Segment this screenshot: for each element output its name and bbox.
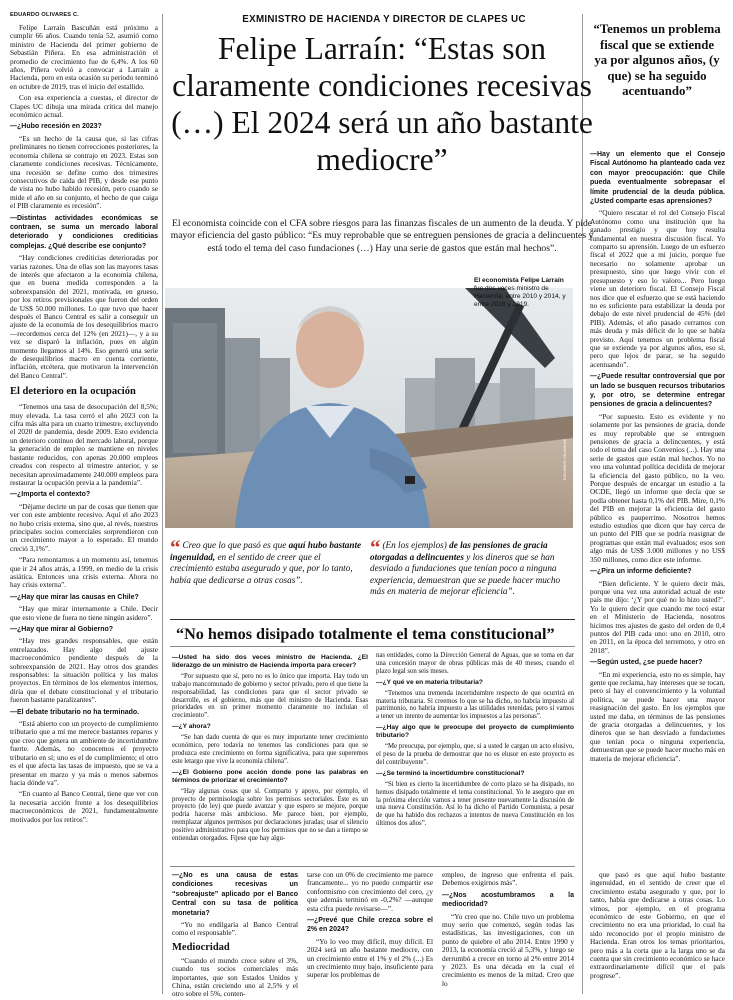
question-text: —¿Hay que mirar las causas en Chile? bbox=[10, 593, 139, 601]
answer-paragraph: “Tenemos una tremenda incertidumbre respecto de que ocurrirá en materia tributaria. Si creemos lo que se ha dicho, no habría impuesto al patrimonio, no habría impuesto a las utilidades retenidas, pero sí vamos a tener un intento de aumentar los impuestos a las personas”. bbox=[376, 689, 574, 721]
kicker: EXMINISTRO DE HACIENDA Y DIRECTOR DE CLAPES UC bbox=[242, 14, 526, 25]
photo-illustration bbox=[165, 288, 573, 528]
question-text: —¿El Gobierno pone acción donde pone las palabras en términos de priorizar el crecimiento? bbox=[172, 768, 368, 784]
question bbox=[10, 625, 158, 634]
question bbox=[10, 708, 158, 717]
pull-quote-1-bold: aquí hubo bastante ingenuidad, bbox=[170, 540, 362, 562]
question-text: —¿Y ahora? bbox=[172, 723, 211, 731]
section-rule-bottom bbox=[170, 646, 575, 647]
column-rule-left bbox=[162, 14, 163, 994]
question-text: —¿No es una causa de estas condiciones recesivas un “sobreajuste” aplicado por el Banco Central con su tasa de política monetaria? bbox=[172, 872, 298, 917]
question-text: —Usted ha sido dos veces ministro de Hacienda. ¿El liderazgo de un ministro de Hacienda importa para crecer? bbox=[172, 654, 368, 669]
ocupacion-block bbox=[10, 403, 158, 487]
question-text: —¿Y qué ve en materia tributaria? bbox=[376, 678, 483, 686]
paragraph: que pasó es que aquí hubo bastante ingenuidad, en el sentido de creer que el crecimiento estaba asegurado y que, por lo tanto, había que dedicarse a otras cosas. Lo vimos, por ejemplo, en el programa económico de este Gobierno, en que el crecimiento no era una prioridad, lo cual ha sido reconocido por el propio ministro de Hacienda. Eran otros los temas prioritarios, pero más a la corta que a la larga uno se da cuenta que sin crecimiento económico se hace extraordinariamente difícil que el país progrese”. bbox=[590, 871, 725, 980]
question-text: —¿Puede resultar controversial que por un lado se busquen recursos tributarios y, por otro, se determine entregar pensiones de gracia a delincuentes? bbox=[590, 373, 725, 409]
qa-block-1 bbox=[10, 122, 158, 380]
pull-quote-1-post: en el sentido de creer que el crecimiento estaba asegurado y que, por lo tanto, había que dedicarse a otras cosas”. bbox=[170, 552, 353, 585]
bottom-column-2 bbox=[307, 871, 433, 999]
answer-paragraph: “Es un hecho de la causa que, si las cifras preliminares no tienen correcciones posteriores, la economía chilena se contrajo en 2023. Estas son claramente condiciones recesivas. Técnicamente, una recesión se define como dos trimestres consecutivos de caída del PIB, y desde ese punto de vista no hubo habido recesión, pero cuando se mide el año en su conjunto, el hecho de que caiga el PIB claramente es recesión”. bbox=[10, 133, 158, 211]
question bbox=[376, 724, 574, 740]
quote-mark-icon: “ bbox=[370, 535, 381, 559]
bottom-section-rule bbox=[170, 866, 575, 867]
question-text: —Hay un elemento que el Consejo Fiscal Autónomo ha planteado cada vez con mayor preocupación: que Chile pueda eventualmente sobrepasar el límite prudencial de la deuda pública. ¿Usted comparte esas aprensiones? bbox=[590, 151, 725, 206]
answer-paragraph: “Yo no endilgaría al Banco Central como el responsable”. bbox=[172, 920, 298, 938]
question bbox=[376, 770, 574, 778]
answer-paragraph: “Está abierto con un proyecto de cumplimiento tributario que a mí me merece bastantes reparos y que creo que genera un ambiente de incertidumbre fuerte. Además, no conocemos el proyecto tributario en sí; uno es el de cumplimiento; el otro es el que afecta las tasas de impuesto, que se va a presentar en marzo y ya más o menos sabemos hacia dónde va”. bbox=[10, 719, 158, 787]
quote-mark-icon: “ bbox=[170, 535, 181, 559]
answer-paragraph: “Hay condiciones crediticias deterioradas por varias razones. Una de ellas son las mayores tasas de interés que afectaron a la economía chilena, que en buena medida corresponden a la sobreexpansión del 2021, motivada, en grueso, por los retiros previsionales que fueron del orden de US$ 50.000 millones. Lo que tuvo que hacer después el Banco Central es salir a conseguir un ajuste de la economía de los desequilibrios macro —recordemos cerca del 12% (en 2021)—, y a su vez se disparó la inflación, pues en algún momento llegamos al 14%. Eso generó una serie de desequilibrios macro en cuenta corriente, inflación, etcétera, que motivaron la intervención del Banco Central”. bbox=[10, 253, 158, 380]
answer-paragraph: “Hay que mirar internamente a Chile. Decir que esto viene de fuera no tiene ningún asidero”. bbox=[10, 604, 158, 622]
pull-quote-1-pre: Creo que lo que pasó es que bbox=[182, 540, 289, 550]
answer-paragraph: “Por supuesto que sí, pero no es lo único que importa. Hay todo un trabajo mancomunado de gobierno y sector privado, pero el que tiene la responsabilidad, las condiciones para que el sector privado se desarrolle, es el gobierno, más que del ministro de Hacienda. Esas prioridades en un primer momento claramente no incluían el crecimiento”. bbox=[172, 672, 368, 720]
bottom-column-1 bbox=[172, 871, 298, 999]
question bbox=[10, 122, 158, 131]
answer-paragraph: “Quiero rescatar el rol del Consejo Fiscal Autónomo como una institución que ha ganado prestigio y que hoy resulta fundamental en nuestra discusión fiscal. Yo comparto su aprensión. Luego de un esfuerzo fiscal el 2022 que a mi juicio, porque fue necesario no solamente aprobar un presupuesto, sino que luego vivir con el presupuesto y eso lo valoro... Pero luego viene un deterioro fiscal. El Consejo Fiscal nos dice que el esfuerzo que se está haciendo no es suficiente para estabilizar la deuda por debajo de este nivel prudencial de 45% (del PIB). Además, el año pasado cerramos con más deuda y más déficit de lo que se había previsto. Aquí tenemos un problema fiscal que se extiende ya por algunos años, eso sí, pero que lejos de parar, se ha seguido acentuando”. bbox=[590, 208, 725, 369]
bottom-column-3 bbox=[442, 871, 574, 999]
pull-quote-2-pre: (En los ejemplos) bbox=[382, 540, 450, 550]
photo-felipe-larrain bbox=[165, 288, 573, 528]
answer-paragraph: nas entidades, como la Dirección General de Aguas, que se toma en dar una concesión mayor de obras públicas más de 40 meses, cuando el plazo legal son seis meses. bbox=[376, 652, 574, 675]
question-text: —El debate tributario no ha terminado. bbox=[10, 708, 140, 716]
answer-paragraph: “Si bien es cierto la incertidumbre de corto plazo se ha disipado, no hemos disipado totalmente el tema constitucional. Yo le aseguro que en la próxima elección vamos a tener presente nuevamente la discusión de una nueva Constitución. Así lo ha dicho el Partido Comunista, a pesar de que ha habido dos rechazos a intentos de nueva Constitución en los últimos dos años”. bbox=[376, 780, 574, 828]
middle-column-b bbox=[376, 652, 574, 862]
question-text: —¿Hay que mirar al Gobierno? bbox=[10, 626, 114, 633]
answer-paragraph: “Déjame decirte un par de cosas que tienen que ver con este ambiente recesivo. Aquí el año 2023 no hubo crisis externa, sino que, al revés, nuestros principales socios comerciales sorprendieron con un crecimiento mayor a lo esperado. El mundo creció 3,1%”. bbox=[10, 501, 158, 553]
answer-paragraph: “En mi experiencia, esto no es simple, hay gente que reclama, hay intereses que se tocan, pero si hay el convencimiento y la voluntad política, se puede hacer una mayor reasignación del gasto. En los ejemplos que usted me daba, en términos de las pensiones de gracia otorgadas a delincuentes, y los dineros que se han desviado a fundaciones que tenían poca o ninguna experiencia, demuestran que se puede hacer mucho más en materia de mejorar eficiencia”. bbox=[590, 669, 725, 763]
paragraph: “Tenemos una tasa de desocupación del 8,5%; muy elevada. La tasa cerró el año 2023 con la cifra más alta para un cuarto trimestre, excluyendo el 2020 de pandemia, desde 2009. Esto evidencia un deterioro continuo del mercado laboral, porque la generación de empleo se mantiene en niveles bastante reducidos, con apenas 20.000 empleos creados con respecto al trimestre anterior, y se necesitan aproximadamente 240.000 empleos para restaurar la ocupación previa a la pandemia”. bbox=[10, 402, 158, 487]
column-left bbox=[10, 12, 158, 997]
question-text: —¿Hay algo que le preocupe del proyecto de cumplimiento tributario? bbox=[376, 724, 574, 740]
answer-paragraph: “En cuanto al Banco Central, tiene que ver con la necesaria acción frente a los desequilibrios macroeconómicos de 2021, fundamentalmente motivados por los retiros”. bbox=[10, 789, 158, 824]
question-text: —¿Prevé que Chile crezca sobre el 2% en 2024? bbox=[307, 917, 433, 934]
column-right bbox=[590, 150, 725, 850]
photo-credit: EDUARDO SILVA/AGE bbox=[562, 438, 567, 480]
question bbox=[376, 679, 574, 687]
headline: Felipe Larraín: “Estas son claramente condiciones recesivas (…) El 2024 será un año bastante mediocre” bbox=[171, 31, 593, 177]
answer-paragraph: “Para remontarnos a un momento así, tenemos que ir 24 años atrás, a 1999, en medio de la crisis asiática. Entonces una crisis externa. Ahora no hay crisis externa”. bbox=[10, 555, 158, 590]
answer-paragraph: “Me preocupa, por ejemplo, que, si a usted le cargan un acto elusivo, el peso de la prueba de demostrar que no es elusor en este proyecto es del contribuyente”. bbox=[376, 743, 574, 766]
section-heading-mediocridad: Mediocridad bbox=[172, 941, 230, 953]
question bbox=[590, 150, 725, 206]
question bbox=[590, 658, 725, 667]
question-text: —¿Se terminó la incertidumbre constitucional? bbox=[376, 769, 525, 777]
question-text: —¿Pira un informe deficiente? bbox=[590, 568, 692, 576]
answer-paragraph: “Yo creo que no. Chile tuvo un problema muy serio que comenzó, según todas las estadísticas, las investigaciones, con un punto de quiebre el año 2014. Entre 1990 y 2013, la economía creció al 5,3%, y luego se derrumbó a crecer en torno al 2% entre 2014 y 2023. Es una década en la cual el crecimiento es menos de la mitad. Creo que lo bbox=[442, 911, 574, 988]
question-text: —¿Importa el contexto? bbox=[10, 491, 91, 499]
intro bbox=[10, 24, 158, 119]
answer-paragraph: “Bien deficiente. Y le quiero decir más, porque una vez una autoridad actual de este país me dijo: ‘¿Y por qué no lo hizo usted?’. Yo le quiero decir que cuando me tocó estar en el Ministerio de Hacienda, nosotros hicimos tres ajustes de gasto del orden de 0,4 puntos del PIB cada uno: uno en 2010, otro en 2011, en la época del terremoto, y otro en 2018”. bbox=[590, 578, 725, 655]
answer-paragraph: “Se han dado cuenta de que es muy importante tener crecimiento económico, pero todavía no tenemos las condiciones para que se produzca este crecimiento en forma significativa, para que superemos este letargo que vive la economía chilena”. bbox=[172, 734, 368, 765]
paragraph: Felipe Larraín Bascuñán está próximo a cumplir 66 años. Cuando tenía 52, asumió como ministro de Hacienda del primer gobierno de Sebastián Piñera. En esa administración el promedio de crecimiento fue de 6,4%. A los 60 años, Piñera volvió a convocar a Larraín a Hacienda, pero en esta ocasión su periodo terminó en octubre de 2019, tras el inicio del estallido. bbox=[10, 23, 158, 91]
paragraph: Con esa experiencia a cuestas, el director de Clapes UC dibuja una mirada crítica del manejo económico actual. bbox=[10, 93, 158, 120]
pull-quote-2 bbox=[370, 535, 575, 598]
answer-paragraph: “Hay tres grandes responsables, que están entrelazados. Hay algo del ajuste macroeconómico pendiente después de la sobreexpansión de 2021. Hay otros dos grandes responsables: la situación política y los malos proyectos. En términos de los elementos internos, diría que el debate constitucional y el tributario fueron bastante paralizantes”. bbox=[10, 636, 158, 705]
question bbox=[172, 871, 298, 918]
middle-column-a bbox=[172, 652, 368, 862]
section-heading-ocupacion: El deterioro en la ocupación bbox=[10, 386, 136, 398]
section-rule-top bbox=[170, 619, 575, 620]
question-text: —Distintas actividades económicas se contraen, se suma un mercado laboral deteriorado y condiciones crediticias complejas. ¿Qué describe ese conjunto? bbox=[10, 214, 158, 250]
pull-quote-2-bold: de las pensiones de gracia otorgadas a delincuentes bbox=[370, 540, 548, 562]
question bbox=[172, 723, 368, 731]
question-text: —¿Hubo recesión en 2023? bbox=[10, 123, 102, 131]
question-text: —¿Nos acostumbramos a la mediocridad? bbox=[442, 891, 574, 909]
photo-caption-bold: El economista Felipe Larraín bbox=[474, 277, 564, 284]
pull-quote-1 bbox=[170, 535, 362, 586]
pull-quote-2-post: y los dineros que se han desviado a fundaciones que tenían poco a ninguna experiencia, demuestran que se puede hacer mucho más en materia de mejorar eficiencia”. bbox=[370, 552, 561, 597]
answer-paragraph: “Hay algunas cosas que sí. Comparto y apoyo, por ejemplo, el proyecto de permisología sobre los permisos sectoriales. Este es un proyecto (de ley) que puede avanzar y que espero se mejore, porque podría hacerse más ambicioso. Me parece bien, por ejemplo, reemplazar algunos permisos por declaraciones juradas; usar el silencio positivo administrativo para que los permisos que no se dan a tiempo se entiendan otorgados. Fíjese que hay algu- bbox=[172, 787, 368, 843]
answer-paragraph: empleo, de ingreso que enfrenta el país. Debemos exigirnos más”. bbox=[442, 871, 574, 888]
photo-caption bbox=[474, 277, 574, 309]
question bbox=[172, 769, 368, 785]
answer-paragraph: “Por supuesto. Esto es evidente y no solamente por las pensiones de gracia, donde es muy reprobable que se entreguen pensiones de gracia a delincuentes, y está todo el tema del caso Convenios (...). Hay una serie de gastos que están mal hechos. Yo no veo una voluntad política decidida de mejorar la eficiencia del gasto público, no la veo. Porque después de encargar un estudio a la OCDE, llegó un informe que decía que se podía obtener hasta 0,1% del PIB. Mire, 0,1% del PIB en mejorar la eficiencia del gasto público es pauperrimo. Nosotros hemos estudio estudios que dicen que hay cerca de un punto del PIB que se podría reasignar de programas que están mal evaluados; esos son algo más de US$ 3.000 millones y no US$ 350 millones, como dice este informe. bbox=[590, 411, 725, 564]
question bbox=[590, 372, 725, 410]
question bbox=[172, 654, 368, 670]
question bbox=[307, 916, 433, 935]
column-right-bottom bbox=[590, 871, 725, 999]
paragraph: “Cuando el mundo crece sobre el 3%, cuando tus socios comerciales más importantes, que son Estados Unidos y China, están creciendo uno al 2,5% y el otro sobre el 5%, conten- bbox=[172, 955, 298, 999]
question bbox=[10, 593, 158, 602]
subhead-constitutional: “No hemos disipado totalmente el tema constitucional” bbox=[176, 625, 555, 643]
qa-block-2 bbox=[10, 490, 158, 824]
question-text: —Según usted, ¿se puede hacer? bbox=[590, 659, 703, 667]
question bbox=[10, 490, 158, 499]
question bbox=[442, 891, 574, 910]
question bbox=[590, 567, 725, 576]
photo-caption-rest: fue dos veces ministro de Hacienda: entre 2010 y 2014, y entre 2018 y 2019. bbox=[474, 285, 566, 308]
question bbox=[10, 214, 158, 252]
deck: El economista coincide con el CFA sobre riesgos para las finanzas fiscales de un aumento de la deuda. Y pide mayor eficiencia del gasto público: “Es muy reprobable que se entreguen pensiones de gracia a delincuentes y está todo el tema del caso fundaciones (…) Hay una serie de gastos que están mal hechos”. bbox=[170, 218, 594, 254]
byline: EDUARDO OLIVARES C. bbox=[10, 12, 79, 18]
right-pull-quote: “Tenemos un problema fiscal que se extiende ya por algunos años, (y que) se ha seguido acentuando” bbox=[593, 22, 721, 98]
answer-paragraph: “Yo lo veo muy difícil, muy difícil. El 2024 será un año bastante mediocre, con un crecimiento entre el 1% y el 2% (...) Es un crecimiento muy bajo, insuficiente para superar los problemas de bbox=[307, 936, 433, 980]
answer-paragraph: tarse con un 0% de crecimiento me parece francamente... yo no puedo compartir ese conformismo con crecimiento del cero, ¿y que además terminó en -0,2%? —aunque esta cifra puede revisarse—”. bbox=[307, 871, 433, 913]
